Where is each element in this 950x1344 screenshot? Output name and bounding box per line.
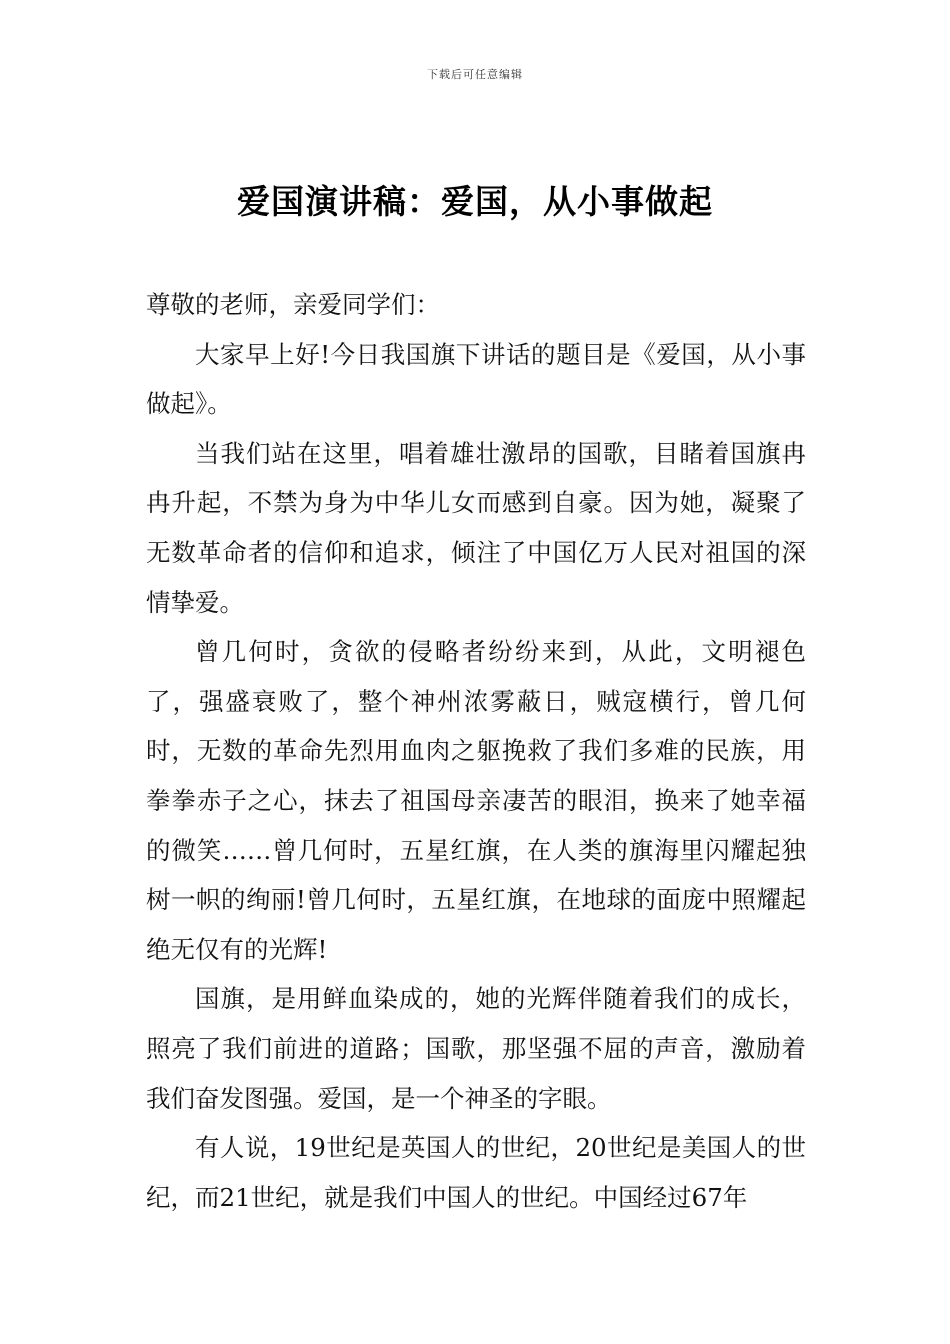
document-title: 爱国演讲稿：爱国，从小事做起 (237, 182, 713, 221)
salutation: 尊敬的老师，亲爱同学们： (146, 290, 440, 319)
paragraph-national-flag: 国旗，是用鲜血染成的，她的光辉伴随着我们的成长，照亮了我们前进的道路；国歌，那坚强不屈的声音，激励着我们奋发图强。爱国，是一个神圣的字眼。 (146, 984, 806, 1113)
paragraph-greeting: 大家早上好!今日我国旗下讲话的题目是《爱国，从小事做起》。 (146, 339, 806, 419)
paragraph-century: 有人说，19世纪是英国人的世纪，20世纪是美国人的世纪，而21世纪，就是我们中国人的世纪。中国经过67年 (146, 1133, 806, 1212)
page-header-note: 下载后可任意编辑 (427, 68, 523, 81)
paragraph-national-anthem: 当我们站在这里，唱着雄壮激昂的国歌，目睹着国旗冉冉升起，不禁为身为中华儿女而感到自豪。因为她，凝聚了无数革命者的信仰和追求，倾注了中国亿万人民对祖国的深情挚爱。 (146, 438, 806, 617)
document-body (146, 280, 806, 1222)
paragraph-history: 曾几何时，贪欲的侵略者纷纷来到，从此，文明褪色了，强盛衰败了，整个神州浓雾蔽日，贼寇横行，曾几何时，无数的革命先烈用血肉之躯挽救了我们多难的民族，用拳拳赤子之心，抹去了祖国母亲凄苦的眼泪，换来了她幸福的微笑……曾几何时，五星红旗，在人类的旗海里闪耀起独树一帜的绚丽!曾几何时，五星红旗，在地球的面庞中照耀起绝无仅有的光辉! (146, 637, 806, 964)
